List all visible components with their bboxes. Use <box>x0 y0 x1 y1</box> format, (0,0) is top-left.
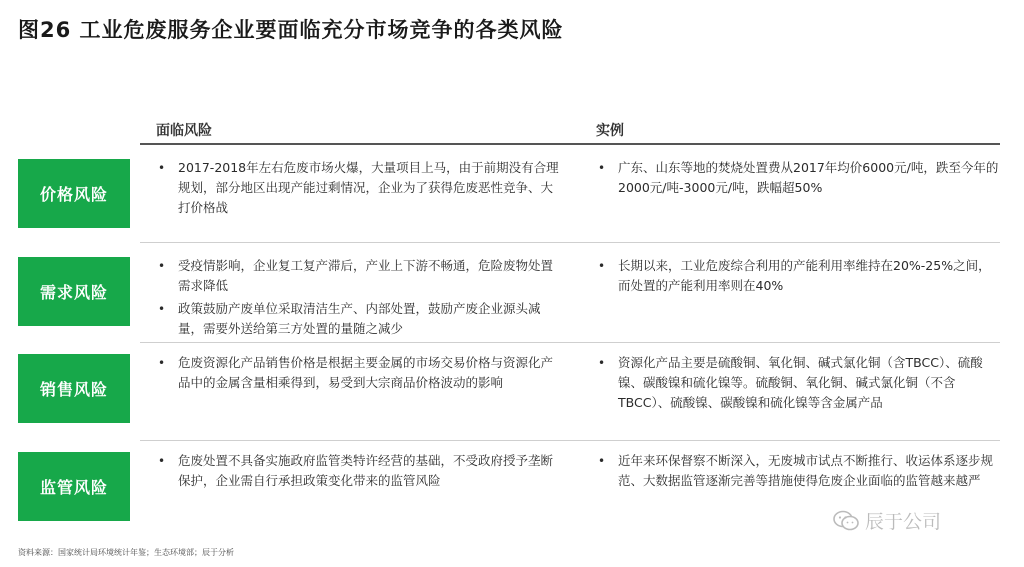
bullet-icon: • <box>158 302 166 316</box>
bullet-icon: • <box>158 259 166 273</box>
bullet-icon: • <box>158 161 166 175</box>
case-cell-sales <box>596 353 1001 416</box>
label-sales-risk: 销售风险 <box>18 354 130 423</box>
label-regulatory-risk: 监管风险 <box>18 452 130 521</box>
risk-text: 受疫情影响，企业复工复产滞后，产业上下游不畅通，危险废物处置需求降低 <box>178 258 554 293</box>
row-divider <box>140 440 1000 441</box>
watermark <box>833 507 941 534</box>
case-cell-regulatory <box>596 451 1001 494</box>
case-cell-price <box>596 158 1001 201</box>
risk-text: 政策鼓励产废单位采取清洁生产、内部处置，鼓励产废企业源头减量，需要外送给第三方处置的量随之减少 <box>178 301 541 336</box>
risk-cell-sales <box>156 353 561 396</box>
risk-text: 2017-2018年左右危废市场火爆，大量项目上马，由于前期没有合理规划，部分地区出现产能过剩情况，企业为了获得危废恶性竞争、大打价格战 <box>178 160 559 215</box>
list-item <box>596 158 1001 198</box>
case-text: 广东、山东等地的焚烧处置费从2017年均价6000元/吨，跌至今年的2000元/吨-3000元/吨，跌幅超50% <box>618 160 999 195</box>
wechat-icon <box>833 510 859 532</box>
risk-text: 危废处置不具备实施政府监管类特许经营的基础，不受政府授予垄断保护，企业需自行承担政策变化带来的监管风险 <box>178 453 554 488</box>
case-text: 资源化产品主要是硫酸铜、氧化铜、碱式氯化铜（含TBCC）、硫酸镍、碳酸镍和硫化镍等。硫酸铜、氧化铜、碱式氯化铜（不含 TBCC）、硫酸镍、碳酸镍和硫化镍等含金属产品 <box>618 355 983 410</box>
bullet-icon: • <box>598 356 606 370</box>
bullet-icon: • <box>598 161 606 175</box>
label-price-risk: 价格风险 <box>18 159 130 228</box>
row-divider <box>140 342 1000 343</box>
label-demand-risk: 需求风险 <box>18 257 130 326</box>
risk-cell-price <box>156 158 561 221</box>
row-divider <box>140 242 1000 243</box>
list-item <box>156 353 561 393</box>
source-note: 资料来源：国家统计局环境统计年鉴；生态环境部；辰于分析 <box>18 548 234 557</box>
risk-cell-regulatory <box>156 451 561 494</box>
bullet-icon: • <box>158 454 166 468</box>
case-text: 长期以来，工业危废综合利用的产能利用率维持在20%-25%之间，而处置的产能利用率则在40% <box>618 258 991 293</box>
risk-text: 危废资源化产品销售价格是根据主要金属的市场交易价格与资源化产品中的金属含量相乘得到，易受到大宗商品价格波动的影响 <box>178 355 554 390</box>
list-item <box>156 299 561 339</box>
list-item <box>156 256 561 296</box>
column-header-case: 实例 <box>596 123 624 139</box>
watermark-text: 辰于公司 <box>865 511 942 533</box>
bullet-icon: • <box>158 356 166 370</box>
list-item <box>596 451 1001 491</box>
header-divider <box>140 143 1000 145</box>
case-cell-demand <box>596 256 1001 299</box>
column-header-risk: 面临风险 <box>156 123 212 139</box>
list-item <box>596 256 1001 296</box>
bullet-icon: • <box>598 259 606 273</box>
bullet-icon: • <box>598 454 606 468</box>
list-item <box>156 158 561 218</box>
page-title: 图26 工业危废服务企业要面临充分市场竞争的各类风险 <box>18 18 564 42</box>
case-text: 近年来环保督察不断深入，无废城市试点不断推行、收运体系逐步规范、大数据监管逐渐完善等措施使得危废企业面临的监管越来越严 <box>618 453 994 488</box>
list-item <box>596 353 1001 413</box>
list-item <box>156 451 561 491</box>
risk-cell-demand <box>156 256 561 342</box>
